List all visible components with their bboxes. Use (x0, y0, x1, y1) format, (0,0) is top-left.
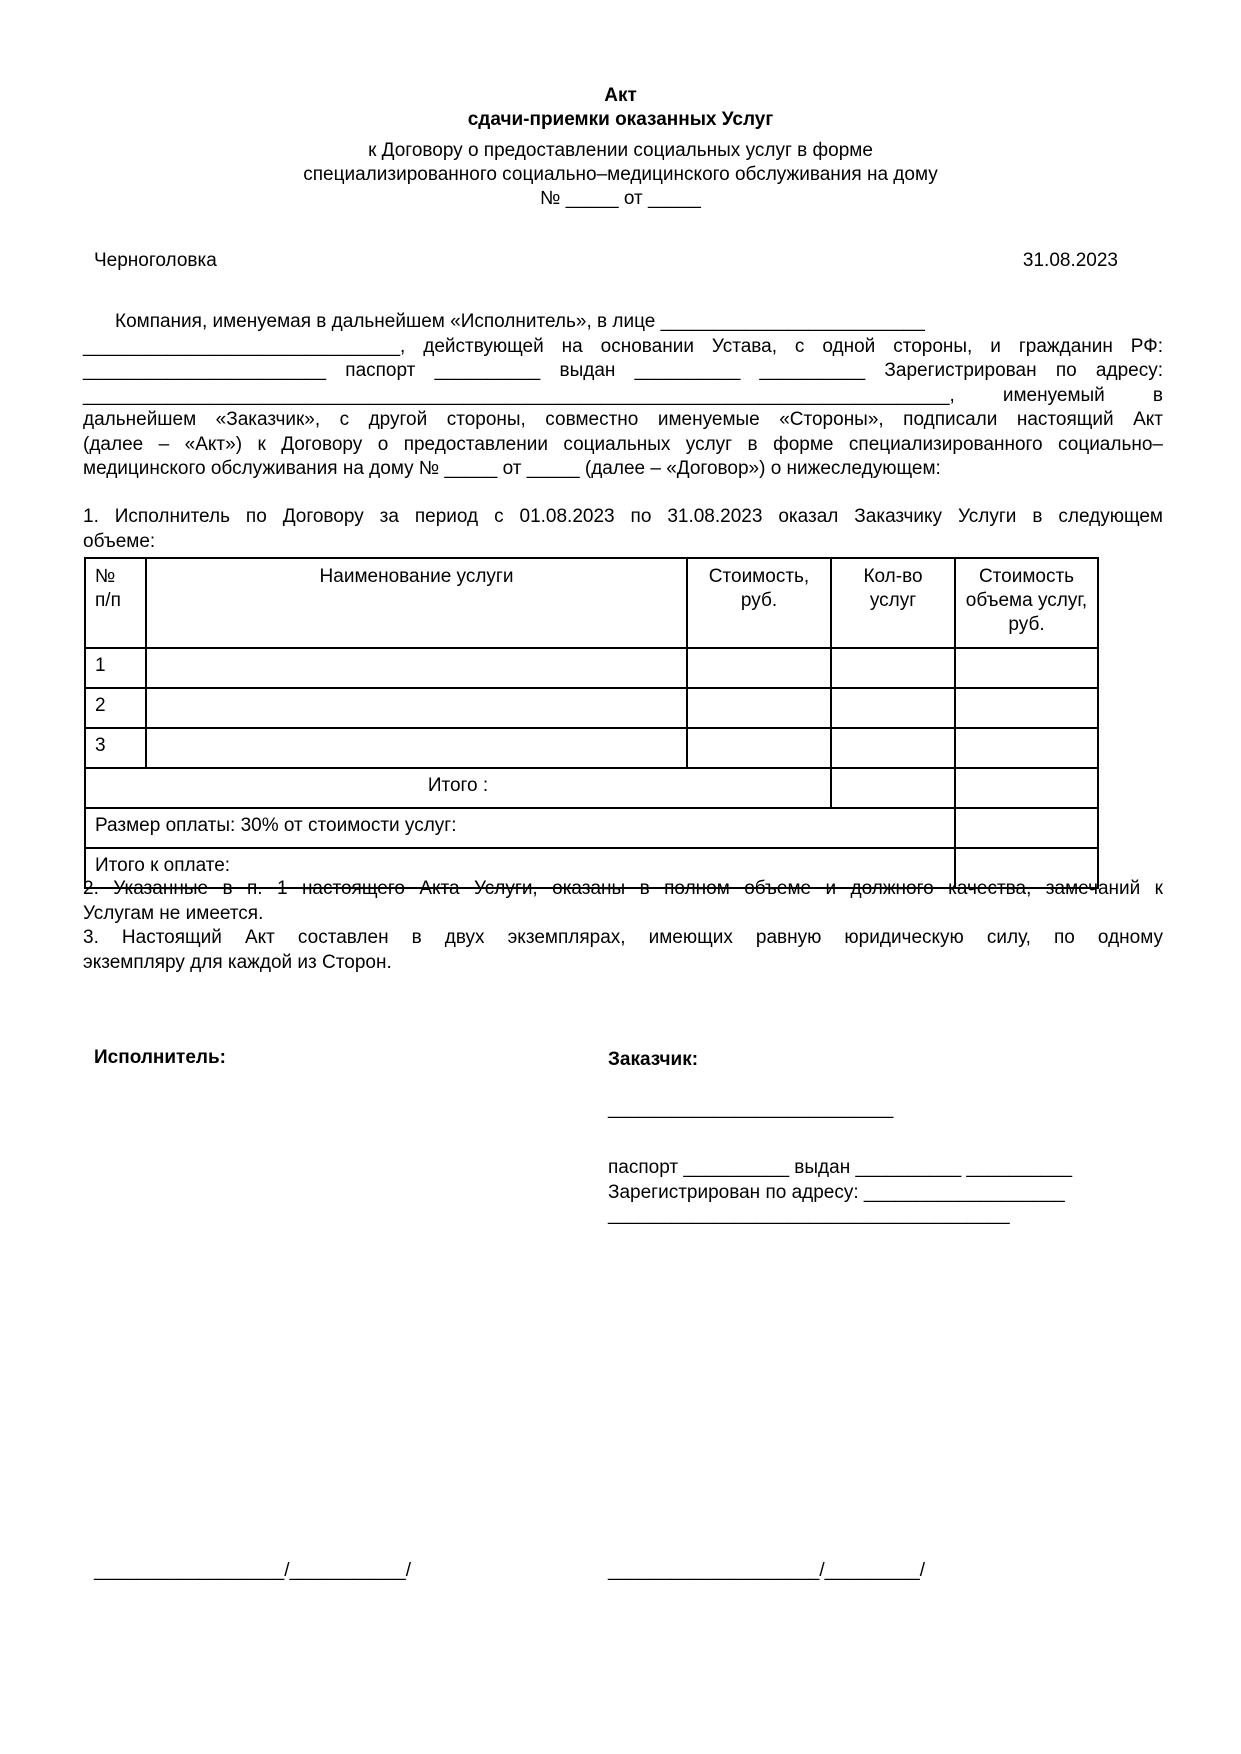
document-date: 31.08.2023 (1022, 250, 1118, 271)
row-quantity (831, 728, 955, 768)
intro-line: медицинского обслуживания на дому № _____ от _____ (далее – «Договор») о нижеследующем: (83, 458, 941, 479)
place: Черноголовка (94, 250, 217, 271)
clause-3-line: 3. Настоящий Акт составлен в двух экземплярах, имеющих равную юридическую силу, по одному (83, 927, 1163, 948)
row-num: 2 (85, 688, 146, 728)
to-pay-label: Итого к оплате: (85, 848, 955, 888)
header-quantity: Кол-во услуг (831, 558, 955, 648)
document-title: Акт (604, 85, 637, 106)
clause-2 (83, 877, 1163, 926)
row-price (687, 648, 831, 688)
row-service-name (146, 688, 687, 728)
services-table (84, 557, 1099, 889)
row-total-cost (955, 648, 1098, 688)
row-quantity (831, 688, 955, 728)
contract-reference-line-2: специализированного социально–медицинского обслуживания на дому (303, 164, 938, 185)
customer-name-line: ___________________________ (608, 1098, 894, 1119)
customer-label: Заказчик: (608, 1049, 699, 1070)
row-total-cost (955, 688, 1098, 728)
customer-address: Зарегистрирован по адресу: ___________________ (608, 1182, 1065, 1203)
intro-line: Компания, именуемая в дальнейшем «Исполнитель», в лице _________________________ (115, 311, 925, 332)
table-header-row (85, 558, 1098, 648)
row-price (687, 728, 831, 768)
clause-3 (83, 926, 1163, 975)
itogo-label: Итого : (85, 768, 831, 808)
table-payment-size-row (85, 808, 1098, 848)
row-price (687, 688, 831, 728)
header-service-name: Наименование услуги (146, 558, 687, 648)
executor-label: Исполнитель: (94, 1047, 227, 1068)
row-num: 1 (85, 648, 146, 688)
table-row (85, 688, 1098, 728)
intro-line: __________________________________________________________________________________, именуемый в (83, 384, 1163, 406)
row-service-name (146, 648, 687, 688)
row-service-name (146, 728, 687, 768)
header-price: Стоимость, руб. (687, 558, 831, 648)
clause-2-line: 2. Указанные в п. 1 настоящего Акта Услуги, оказаны в полном объеме и должного качества, замечаний к (83, 878, 1163, 899)
intro-line: ______________________________, действующей на основании Устава, с одной стороны, и гражданин РФ: (83, 335, 1163, 357)
itogo-total (955, 768, 1098, 808)
clause-1-line: 1. Исполнитель по Договору за период с 01.08.2023 по 31.08.2023 оказал Заказчику Услуги в следующем (83, 506, 1163, 527)
intro-line: _______________________ паспорт __________ выдан __________ __________ Зарегистрирован по адресу: (83, 360, 1163, 381)
intro-paragraph (83, 310, 1163, 482)
contract-reference-line-1: к Договору о предоставлении социальных услуг в форме (368, 140, 873, 161)
intro-line: дальнейшем «Заказчик», с другой стороны, совместно именуемые «Стороны», подписали настоящий Акт (83, 409, 1163, 430)
customer-address-line-2: ______________________________________ (608, 1204, 1010, 1225)
row-num: 3 (85, 728, 146, 768)
clause-3-line: экземпляру для каждой из Сторон. (83, 951, 392, 973)
row-quantity (831, 648, 955, 688)
contract-number: № _____ от _____ (540, 188, 701, 209)
payment-size-label: Размер оплаты: 30% от стоимости услуг: (85, 808, 955, 848)
table-row (85, 648, 1098, 688)
header-total-cost: Стоимость объема услуг, руб. (955, 558, 1098, 648)
clause-2-line: Услугам не имеется. (83, 902, 264, 924)
customer-passport: паспорт __________ выдан __________ __________ (608, 1157, 1073, 1178)
intro-line: (далее – «Акт») к Договору о предоставлении социальных услуг в форме специализированного социально– (83, 433, 1163, 455)
customer-signature-line: ____________________/_________/ (608, 1560, 925, 1581)
document-subtitle: сдачи-приемки оказанных Услуг (467, 109, 774, 130)
row-total-cost (955, 728, 1098, 768)
header-num: № п/п (85, 558, 146, 648)
executor-signature-line: __________________/___________/ (94, 1560, 411, 1581)
table-itogo-row (85, 768, 1098, 808)
clause-1-line: объеме: (83, 530, 156, 552)
payment-size-value (955, 808, 1098, 848)
clause-1 (83, 505, 1163, 554)
table-row (85, 728, 1098, 768)
itogo-quantity (831, 768, 955, 808)
